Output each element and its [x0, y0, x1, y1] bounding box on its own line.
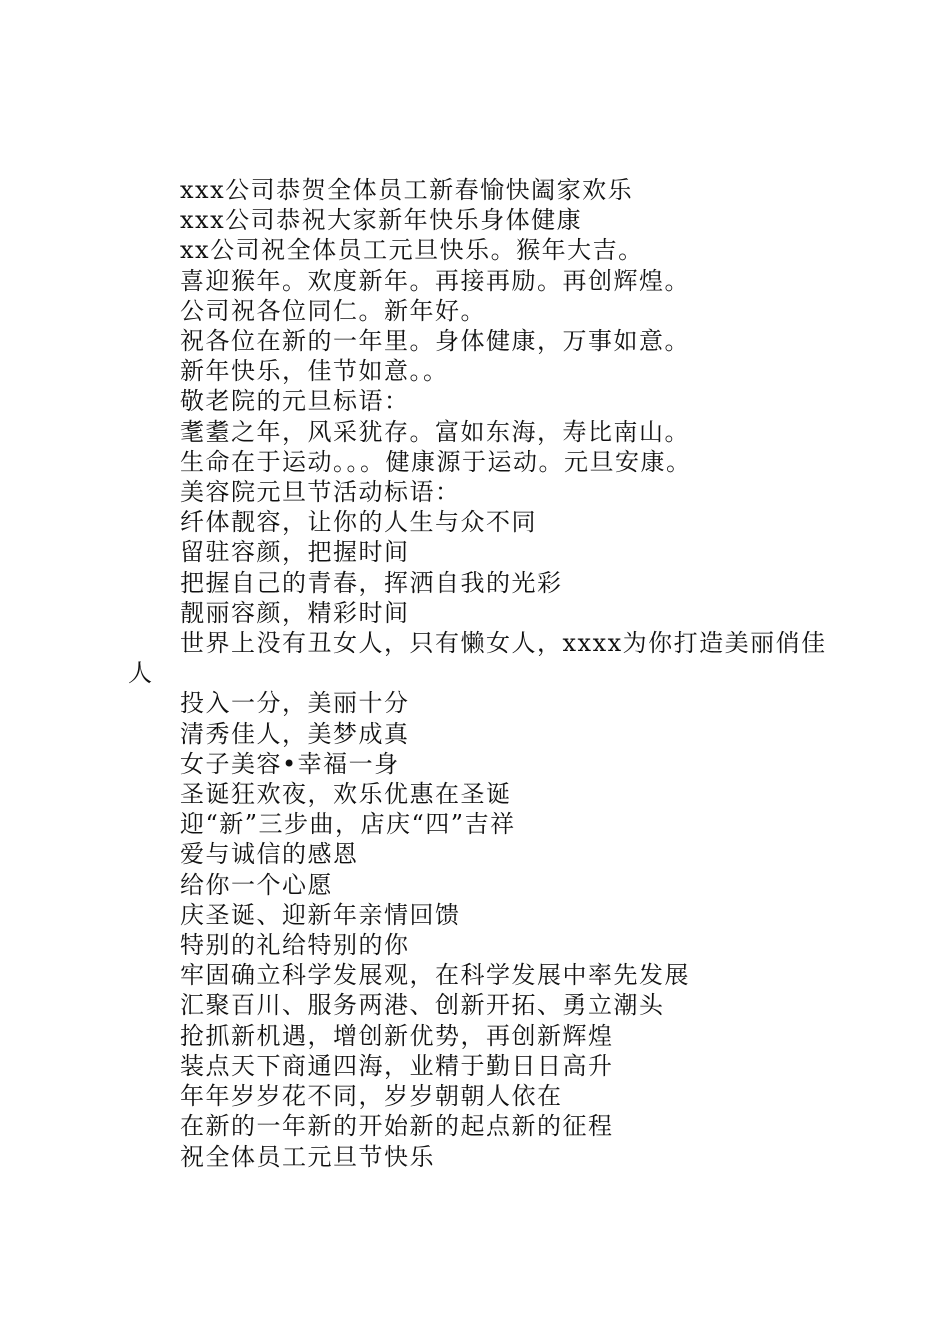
section-heading: 敬老院的元旦标语：: [180, 387, 410, 416]
text-line: 装点天下商通四海，业精于勤日日高升: [180, 1051, 614, 1080]
text-line: 迎“新”三步曲，店庆“四”吉祥: [180, 810, 516, 839]
text-line: 投入一分，美丽十分: [180, 689, 410, 718]
text-line: 牢固确立科学发展观，在科学发展中率先发展: [180, 961, 690, 990]
text-line: 清秀佳人，美梦成真: [180, 719, 410, 748]
text-line: xx公司祝全体员工元旦快乐。猴年大吉。: [180, 236, 644, 265]
text-line: 喜迎猴年。欢度新年。再接再励。再创辉煌。: [180, 266, 690, 295]
text-line: xxx公司恭贺全体员工新春愉快阖家欢乐: [180, 176, 634, 204]
text-line: 靓丽容颜，精彩时间: [180, 598, 410, 627]
text-line: 特别的礼给特别的你: [180, 931, 410, 960]
text-line: xxx公司恭祝大家新年快乐身体健康: [180, 206, 583, 235]
section-heading: 美容院元旦节活动标语：: [180, 478, 461, 507]
slogan-list: [128, 175, 838, 1172]
text-line: 把握自己的青春，挥洒自我的光彩: [180, 568, 563, 597]
text-line: 公司祝各位同仁。新年好。: [180, 296, 486, 325]
text-line: 圣诞狂欢夜，欢乐优惠在圣诞: [180, 780, 512, 809]
text-line: 祝各位在新的一年里。身体健康，万事如意。: [180, 327, 690, 356]
text-line: 世界上没有丑女人，只有懒女人，xxxx为你打造美丽俏佳: [180, 629, 827, 658]
text-line: 耄耋之年，风采犹存。富如东海，寿比南山。: [180, 417, 690, 446]
text-line: 生命在于运动。。。健康源于运动。元旦安康。: [180, 447, 692, 476]
text-line-continuation: 人: [128, 659, 154, 688]
text-line: 汇聚百川、服务两港、创新开拓、勇立潮头: [180, 991, 665, 1020]
text-line: 在新的一年新的开始新的起点新的征程: [180, 1112, 614, 1141]
text-line: 爱与诚信的感恩: [180, 840, 359, 869]
text-line: 纤体靓容，让你的人生与众不同: [180, 508, 537, 537]
text-line: 留驻容颜，把握时间: [180, 538, 410, 567]
text-line: 年年岁岁花不同，岁岁朝朝人依在: [180, 1082, 563, 1111]
text-line: 女子美容•幸福一身: [180, 749, 400, 778]
text-line: 抢抓新机遇，增创新优势，再创新辉煌: [180, 1021, 614, 1050]
text-line: 庆圣诞、迎新年亲情回馈: [180, 900, 461, 929]
text-line: 给你一个心愿: [180, 870, 333, 899]
text-line: 新年快乐，佳节如意。。: [180, 357, 449, 386]
text-line: 祝全体员工元旦节快乐: [180, 1142, 435, 1171]
